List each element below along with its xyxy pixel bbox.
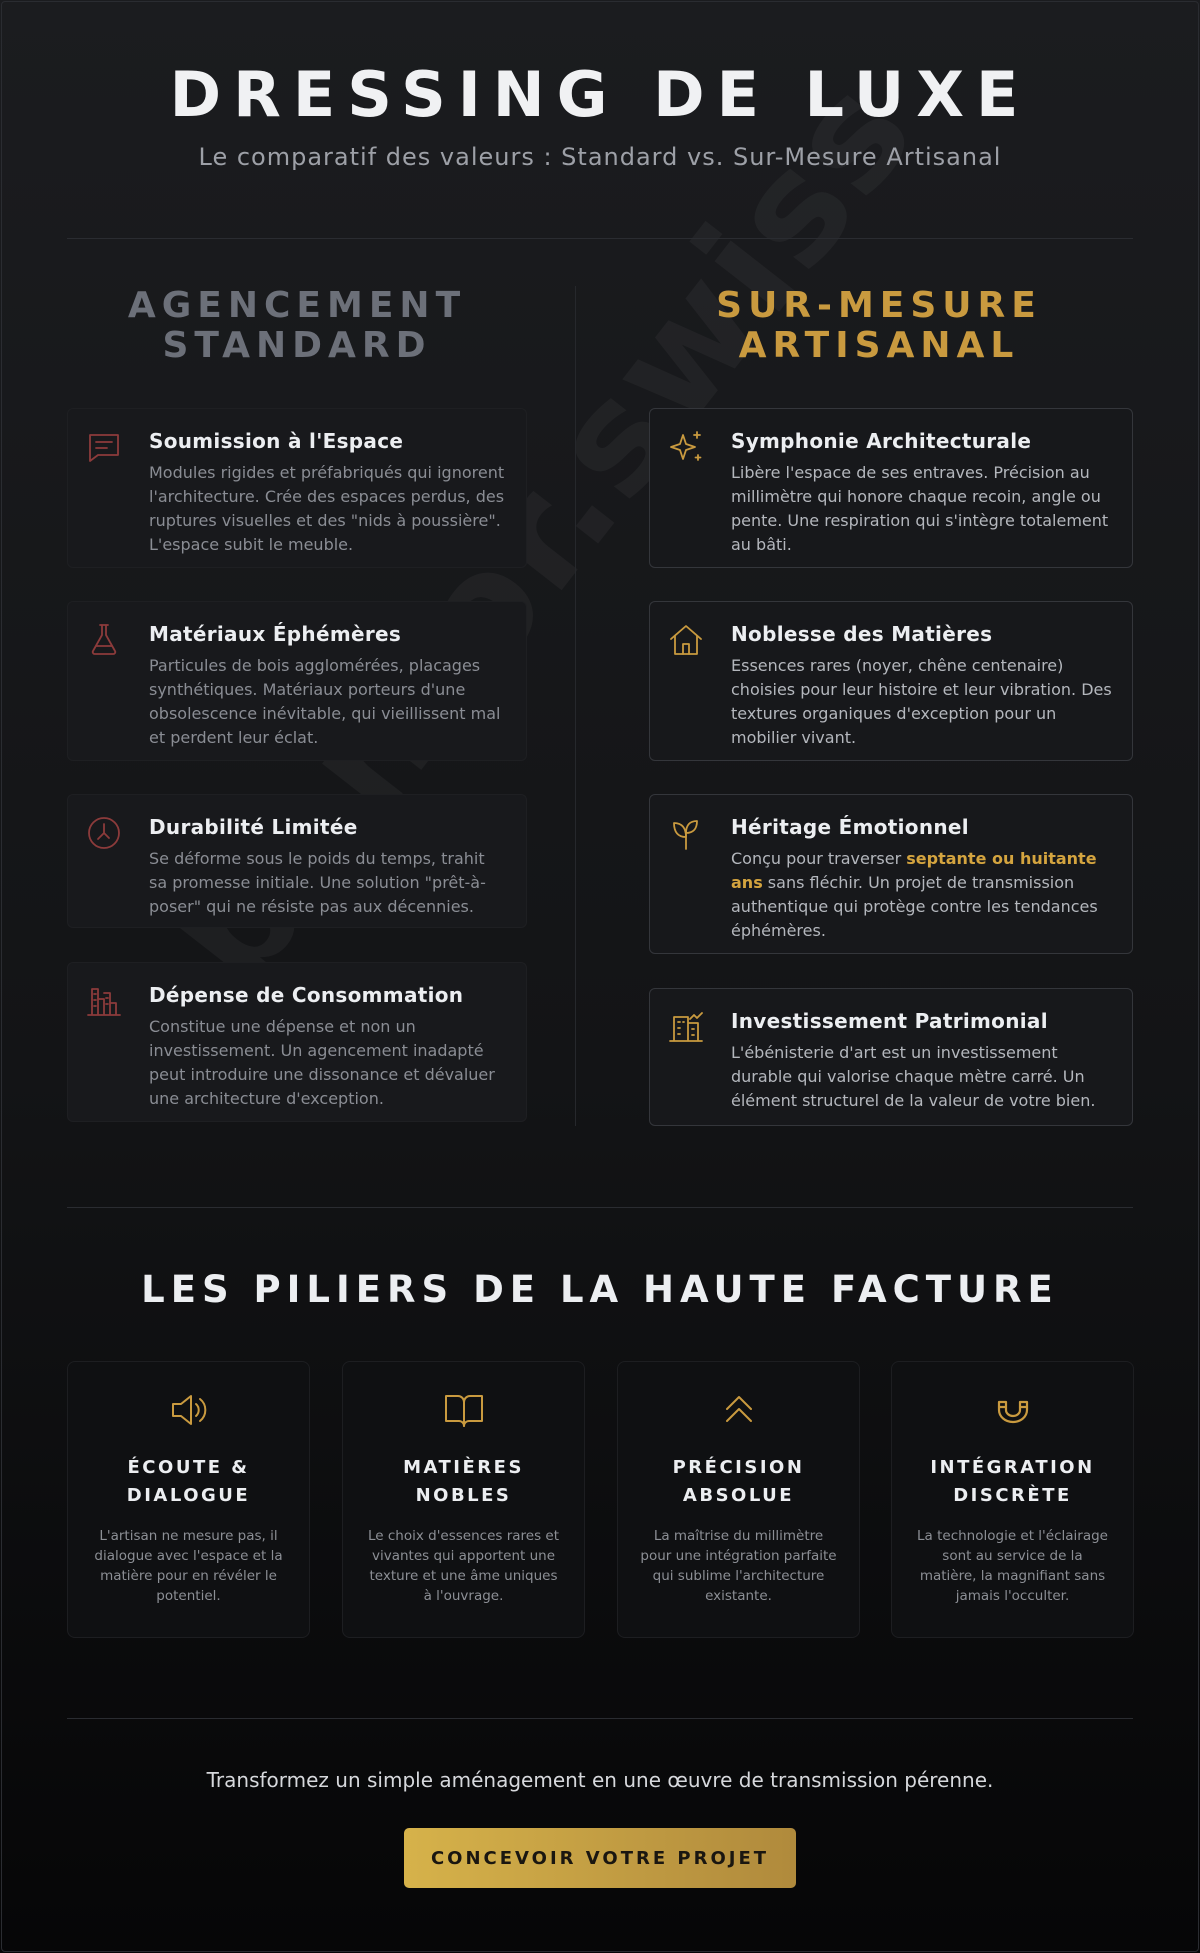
- pillar-text: Le choix d'essences rares et vivantes qui apportent une texture et une âme uniques à l'ouvrage.: [367, 1528, 560, 1604]
- card-text: Essences rares (noyer, chêne centenaire) choisies pour leur histoire et leur vibration. Des textures organiques d'exception pour un mobilier vivant.: [731, 656, 1112, 747]
- pillar-title-line2: DIALOGUE: [126, 1485, 251, 1506]
- standard-card-expense: [67, 962, 527, 1122]
- pillar-title: [365, 1454, 562, 1510]
- artisanal-card-symphony: [649, 408, 1133, 568]
- pillar-title: [640, 1454, 837, 1510]
- pillar-title-line2: NOBLES: [415, 1485, 512, 1506]
- pillar-title-line2: ABSOLUE: [682, 1485, 795, 1506]
- pillar-card-materials: [342, 1361, 585, 1638]
- standard-card-durability: [67, 794, 527, 928]
- standard-column-title: [67, 286, 527, 366]
- card-title: Matériaux Éphémères: [149, 622, 402, 646]
- card-title: Soumission à l'Espace: [149, 429, 404, 453]
- divider: [67, 1718, 1133, 1719]
- pillar-card-listening: [67, 1361, 310, 1638]
- card-text: [731, 847, 1112, 943]
- pillar-title: [90, 1454, 287, 1510]
- pillar-text: L'artisan ne mesure pas, il dialogue avec l'espace et la matière pour en révéler le potentiel.: [94, 1528, 283, 1604]
- pillars-title: LES PILIERS DE LA HAUTE FACTURE: [141, 1268, 1059, 1311]
- card-text: Constitue une dépense et non un investissement. Un agencement inadapté peut introduire une dissonance et dévaluer une architecture d'exception.: [149, 1017, 495, 1108]
- pillar-title: [914, 1454, 1111, 1510]
- column-divider: [575, 286, 576, 1126]
- pillar-title-line1: PRÉCISION: [672, 1457, 805, 1478]
- artisanal-card-heritage: [649, 794, 1133, 954]
- card-title: Investissement Patrimonial: [731, 1009, 1048, 1033]
- page-title: DRESSING DE LUXE: [169, 58, 1031, 131]
- clock-broken-icon: [84, 813, 124, 853]
- standard-card-space: [67, 408, 527, 568]
- card-title: Symphonie Architecturale: [731, 429, 1032, 453]
- artisanal-title-line2: ARTISANAL: [738, 325, 1020, 366]
- cta-text: Transformez un simple aménagement en une œuvre de transmission pérenne.: [206, 1768, 994, 1792]
- magnet-icon: [989, 1386, 1037, 1434]
- start-project-button[interactable]: CONCEVOIR VOTRE PROJET: [404, 1828, 796, 1888]
- card-title: Héritage Émotionnel: [731, 815, 969, 839]
- artisanal-column-title: [649, 286, 1109, 366]
- pillar-title-line1: INTÉGRATION: [930, 1457, 1095, 1478]
- pillar-title-line1: MATIÈRES: [403, 1457, 524, 1478]
- pillar-card-precision: [617, 1361, 860, 1638]
- book-open-icon: [440, 1386, 488, 1434]
- speaker-icon: [165, 1386, 213, 1434]
- divider: [67, 238, 1133, 239]
- card-text: Particules de bois agglomérées, placages synthétiques. Matériaux porteurs d'une obsolescence inévitable, qui vieillissent mal et perdent leur éclat.: [149, 656, 501, 747]
- pillar-title-line1: ÉCOUTE &: [127, 1457, 250, 1478]
- flask-icon: [84, 620, 124, 660]
- message-square-icon: [84, 427, 124, 467]
- building-chart-icon: [666, 1007, 706, 1047]
- artisanal-card-investment: [649, 988, 1133, 1126]
- chevrons-up-icon: [715, 1386, 763, 1434]
- standard-card-materials: [67, 601, 527, 761]
- house-icon: [666, 620, 706, 660]
- card-text: L'ébénisterie d'art est un investissement durable qui valorise chaque mètre carré. Un élément structurel de la valeur de votre bien.: [731, 1043, 1096, 1110]
- card-text-part: sans fléchir. Un projet de transmission authentique qui protège contre les tendances éphémères.: [731, 873, 1098, 940]
- standard-title-line2: STANDARD: [162, 325, 432, 366]
- pillar-text: La maîtrise du millimètre pour une intégration parfaite qui sublime l'architecture existante.: [640, 1528, 837, 1604]
- sprout-icon: [666, 813, 706, 853]
- sparkles-icon: [666, 427, 706, 467]
- page-subtitle: Le comparatif des valeurs : Standard vs. Sur-Mesure Artisanal: [198, 143, 1002, 171]
- artisanal-title-line1: SUR-MESURE: [716, 285, 1042, 326]
- card-title: Dépense de Consommation: [149, 983, 464, 1007]
- card-title: Durabilité Limitée: [149, 815, 358, 839]
- card-text: Se déforme sous le poids du temps, trahit sa promesse initiale. Une solution "prêt-à-poser" qui ne résiste pas aux décennies.: [149, 849, 486, 916]
- card-text: Libère l'espace de ses entraves. Précision au millimètre qui honore chaque recoin, angle ou pente. Une respiration qui s'intègre totalement au bâti.: [731, 463, 1109, 554]
- card-text: Modules rigides et préfabriqués qui ignorent l'architecture. Crée des espaces perdus, des ruptures visuelles et des "nids à poussière". L'espace subit le meuble.: [149, 463, 505, 554]
- card-title: Noblesse des Matières: [731, 622, 993, 646]
- divider: [67, 1207, 1133, 1208]
- pillar-title-line2: DISCRÈTE: [953, 1485, 1072, 1506]
- pillar-card-integration: [891, 1361, 1134, 1638]
- pillar-text: La technologie et l'éclairage sont au service de la matière, la magnifiant sans jamais l'occulter.: [917, 1528, 1108, 1604]
- artisanal-card-materials: [649, 601, 1133, 761]
- standard-title-line1: AGENCEMENT: [127, 285, 467, 326]
- factory-icon: [84, 981, 124, 1021]
- card-text-part: Conçu pour traverser: [731, 849, 907, 868]
- highlight-text: septante ou huitante ans: [731, 849, 1097, 892]
